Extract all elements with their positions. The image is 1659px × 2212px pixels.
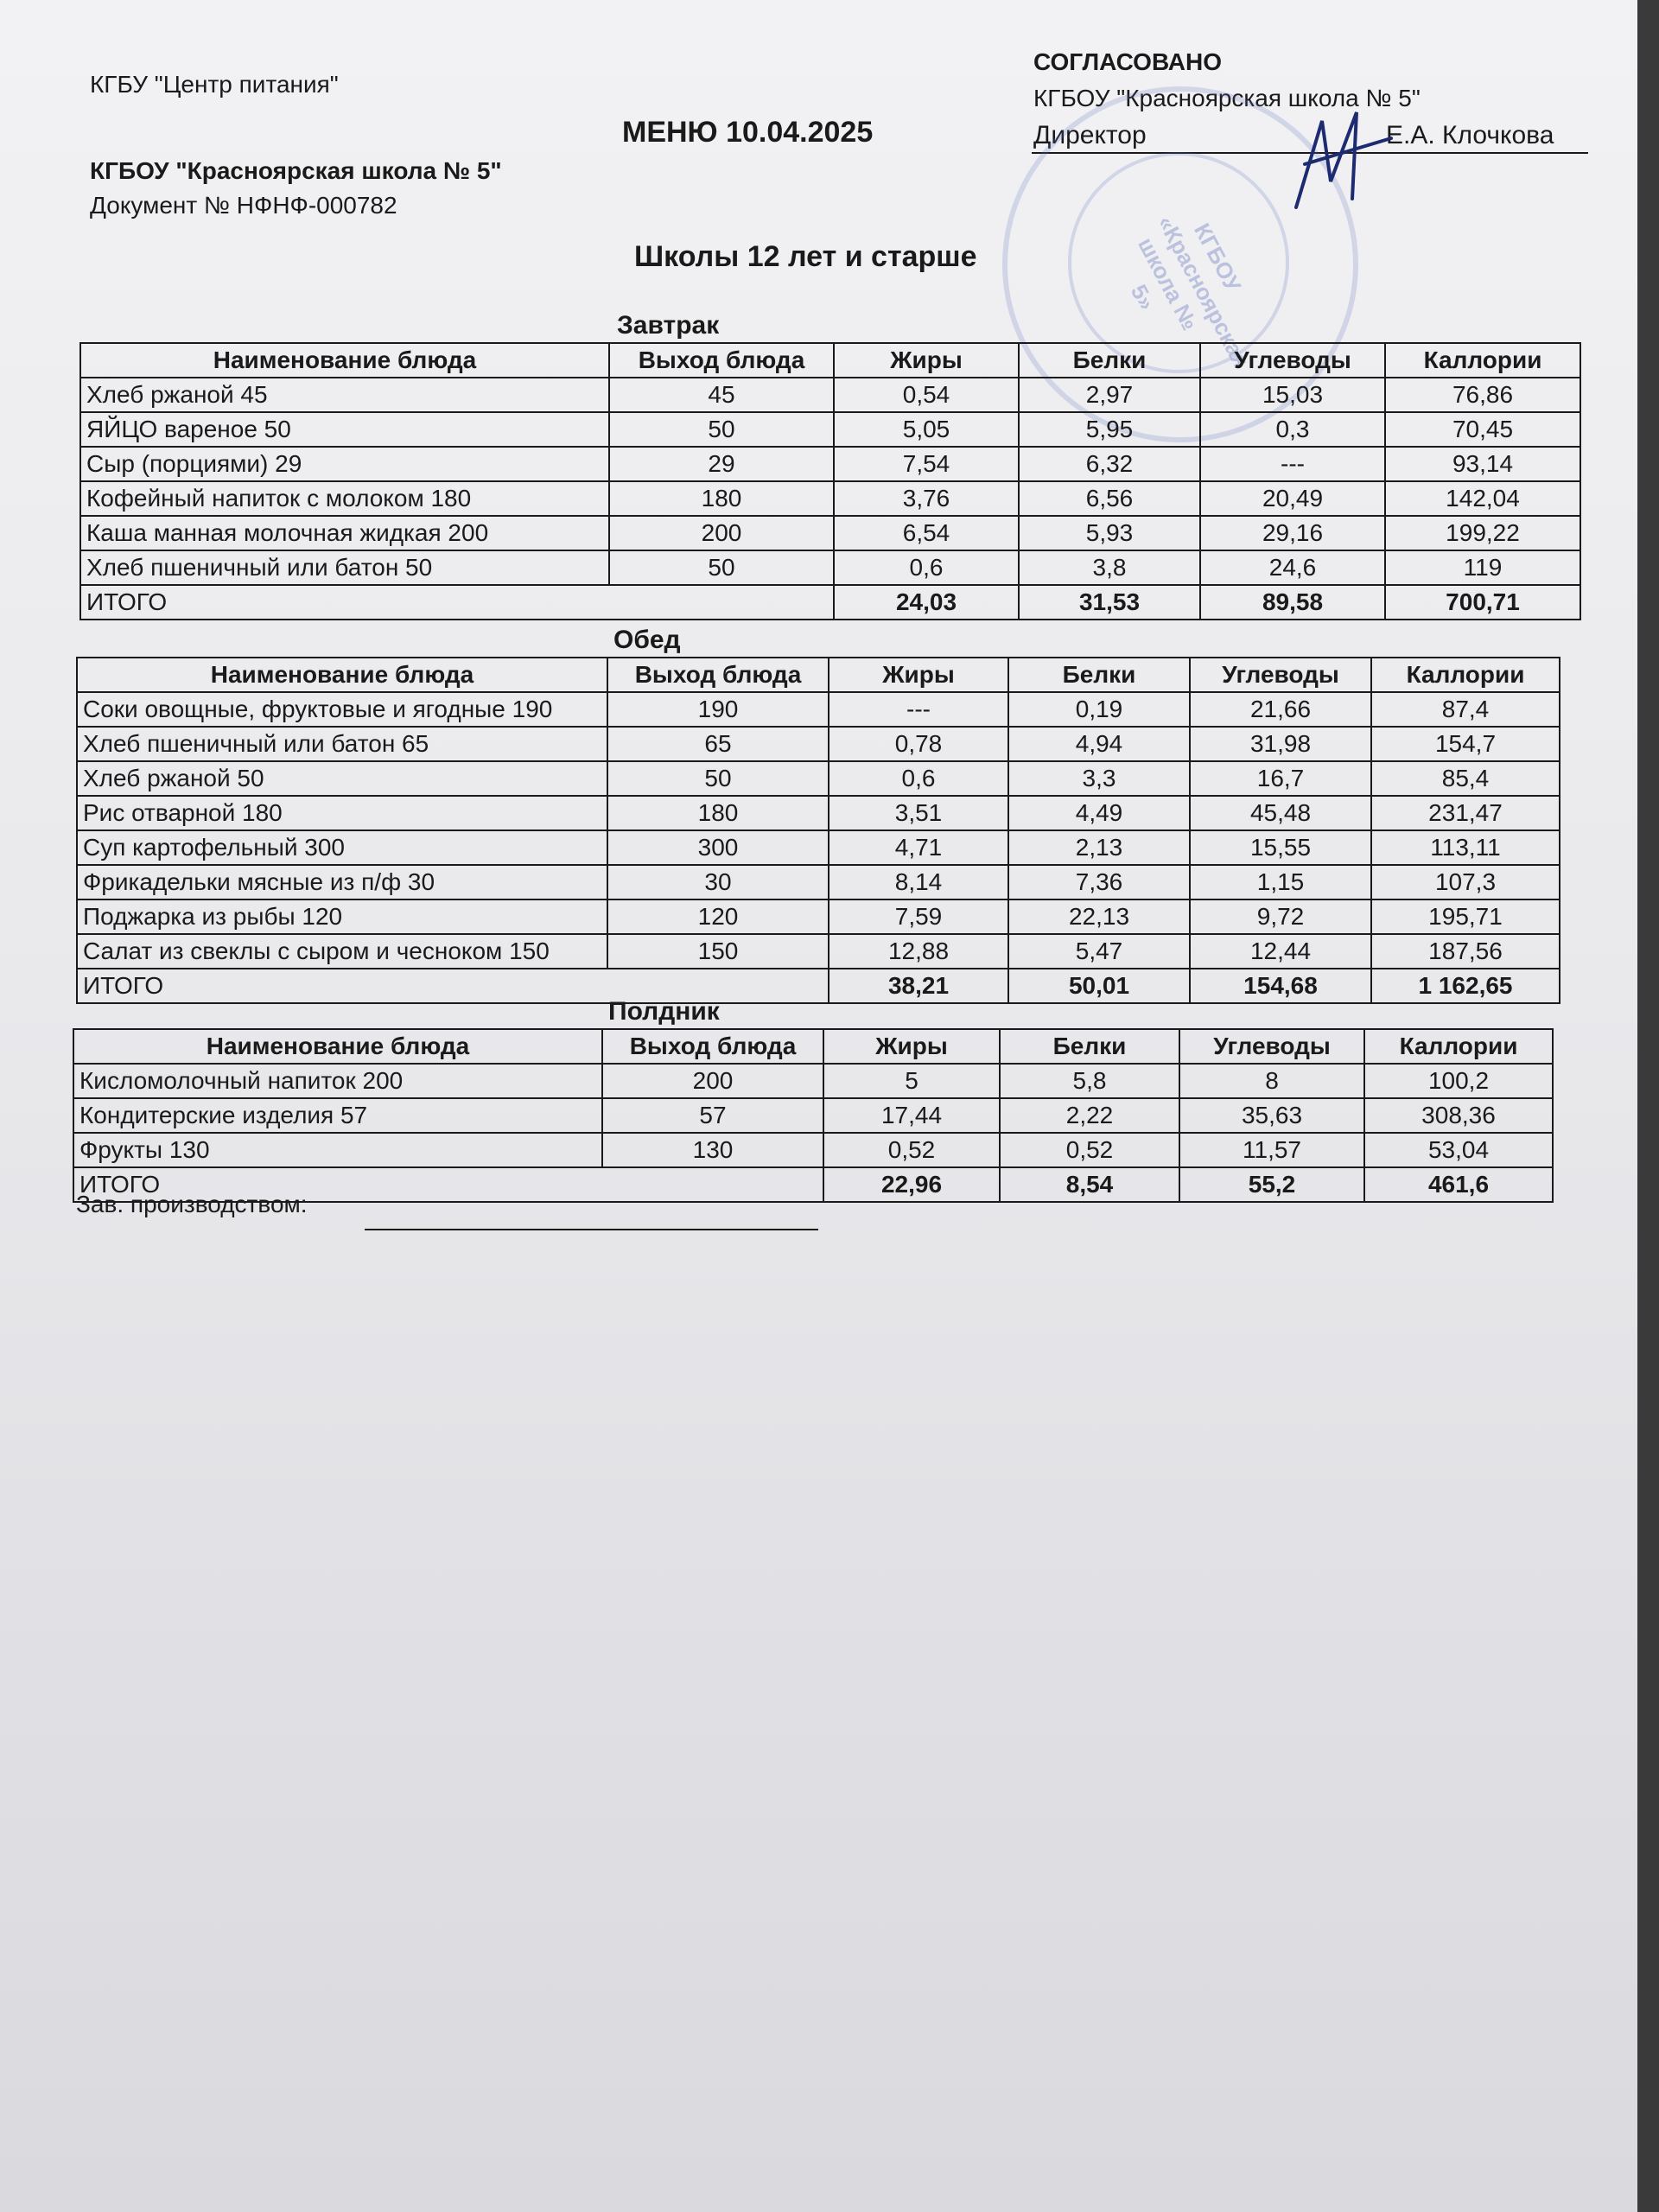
dish-name: Фрукты 130	[73, 1133, 602, 1167]
table-row	[80, 378, 1580, 412]
dish-fat: 8,14	[829, 865, 1008, 899]
dish-carbs: 20,49	[1200, 481, 1385, 516]
dish-fat: 6,54	[834, 516, 1019, 550]
table-row	[77, 761, 1560, 796]
dish-calories: 231,47	[1371, 796, 1560, 830]
snack-table	[73, 1028, 1554, 1203]
school-name: КГБОУ "Красноярская школа № 5"	[90, 157, 502, 184]
dish-name: Рис отварной 180	[77, 796, 607, 830]
dish-fat: 3,51	[829, 796, 1008, 830]
dish-carbs: 15,55	[1190, 830, 1371, 865]
table-row	[77, 727, 1560, 761]
dish-name: Хлеб ржаной 50	[77, 761, 607, 796]
table-row	[73, 1098, 1553, 1133]
dish-carbs: 0,3	[1200, 412, 1385, 447]
total-row	[77, 969, 1560, 1003]
dish-name: Хлеб пшеничный или батон 50	[80, 550, 609, 585]
column-header-carbs: Углеводы	[1190, 658, 1371, 692]
section-title-breakfast: Завтрак	[617, 311, 720, 340]
dish-carbs: 21,66	[1190, 692, 1371, 727]
dish-protein: 5,93	[1019, 516, 1200, 550]
dish-fat: 0,78	[829, 727, 1008, 761]
total-label: ИТОГО	[73, 1167, 823, 1202]
dish-name: Кофейный напиток с молоком 180	[80, 481, 609, 516]
dish-protein: 4,49	[1008, 796, 1190, 830]
dish-calories: 93,14	[1385, 447, 1580, 481]
dish-yield: 150	[607, 934, 829, 969]
dish-yield: 180	[609, 481, 834, 516]
table-row	[80, 412, 1580, 447]
section-title-snack: Полдник	[608, 997, 720, 1026]
director-signature	[1270, 104, 1400, 225]
dish-fat: 7,59	[829, 899, 1008, 934]
table-row	[77, 865, 1560, 899]
dish-protein: 2,97	[1019, 378, 1200, 412]
total-row	[80, 585, 1580, 620]
dish-calories: 85,4	[1371, 761, 1560, 796]
dish-fat: 17,44	[823, 1098, 1000, 1133]
dish-yield: 200	[602, 1064, 823, 1098]
table-row	[77, 934, 1560, 969]
total-fat: 22,96	[823, 1167, 1000, 1202]
column-header-yield: Выход блюда	[607, 658, 829, 692]
dish-protein: 5,95	[1019, 412, 1200, 447]
dish-protein: 6,56	[1019, 481, 1200, 516]
dish-protein: 4,94	[1008, 727, 1190, 761]
dish-fat: 0,6	[834, 550, 1019, 585]
dish-fat: 3,76	[834, 481, 1019, 516]
table-row	[73, 1133, 1553, 1167]
dish-calories: 107,3	[1371, 865, 1560, 899]
dish-protein: 7,36	[1008, 865, 1190, 899]
dish-yield: 50	[607, 761, 829, 796]
column-header-name: Наименование блюда	[73, 1029, 602, 1064]
dish-carbs: 24,6	[1200, 550, 1385, 585]
dish-protein: 0,19	[1008, 692, 1190, 727]
dish-name: Сыр (порциями) 29	[80, 447, 609, 481]
dish-yield: 50	[609, 412, 834, 447]
dish-yield: 120	[607, 899, 829, 934]
column-header-yield: Выход блюда	[602, 1029, 823, 1064]
dish-calories: 100,2	[1364, 1064, 1553, 1098]
total-carbs: 55,2	[1179, 1167, 1364, 1202]
document-number: Документ № НФНФ-000782	[90, 192, 397, 219]
dish-calories: 308,36	[1364, 1098, 1553, 1133]
dish-protein: 3,8	[1019, 550, 1200, 585]
dish-carbs: 8	[1179, 1064, 1364, 1098]
column-header-calories: Каллории	[1371, 658, 1560, 692]
total-carbs: 154,68	[1190, 969, 1371, 1003]
table-row	[77, 899, 1560, 934]
column-header-name: Наименование блюда	[80, 343, 609, 378]
table-row	[77, 796, 1560, 830]
footer-label: Зав. производством:	[76, 1191, 308, 1217]
approved-org: КГБОУ "Красноярская школа № 5"	[1033, 85, 1421, 111]
column-header-carbs: Углеводы	[1200, 343, 1385, 378]
dish-yield: 65	[607, 727, 829, 761]
column-header-fat: Жиры	[823, 1029, 1000, 1064]
table-row	[73, 1064, 1553, 1098]
dish-yield: 57	[602, 1098, 823, 1133]
dish-calories: 87,4	[1371, 692, 1560, 727]
dish-yield: 190	[607, 692, 829, 727]
table-row	[77, 692, 1560, 727]
dish-calories: 53,04	[1364, 1133, 1553, 1167]
section-title-lunch: Обед	[613, 626, 681, 654]
dish-carbs: 15,03	[1200, 378, 1385, 412]
column-header-protein: Белки	[1008, 658, 1190, 692]
dish-carbs: 35,63	[1179, 1098, 1364, 1133]
dish-name: Поджарка из рыбы 120	[77, 899, 607, 934]
dish-fat: 12,88	[829, 934, 1008, 969]
dish-yield: 200	[609, 516, 834, 550]
director-label: Директор	[1033, 121, 1147, 149]
dish-protein: 0,52	[1000, 1133, 1179, 1167]
dish-name: Каша манная молочная жидкая 200	[80, 516, 609, 550]
total-calories: 1 162,65	[1371, 969, 1560, 1003]
dish-fat: 5,05	[834, 412, 1019, 447]
dish-calories: 154,7	[1371, 727, 1560, 761]
dish-protein: 2,22	[1000, 1098, 1179, 1133]
dish-protein: 3,3	[1008, 761, 1190, 796]
dish-name: Соки овощные, фруктовые и ягодные 190	[77, 692, 607, 727]
dish-carbs: ---	[1200, 447, 1385, 481]
dish-name: ЯЙЦО вареное 50	[80, 412, 609, 447]
dish-calories: 70,45	[1385, 412, 1580, 447]
dish-name: Кондитерские изделия 57	[73, 1098, 602, 1133]
column-header-fat: Жиры	[834, 343, 1019, 378]
stamp-text: КГБОУ «Красноярская школа № 5»	[1126, 211, 1255, 372]
table-header-row	[80, 343, 1580, 378]
menu-title: МЕНЮ 10.04.2025	[622, 116, 874, 149]
director-name: Е.А. Клочкова	[1386, 121, 1554, 149]
dish-protein: 6,32	[1019, 447, 1200, 481]
dish-calories: 113,11	[1371, 830, 1560, 865]
dish-calories: 195,71	[1371, 899, 1560, 934]
footer-signature-line	[365, 1229, 818, 1230]
table-row	[80, 516, 1580, 550]
dish-carbs: 1,15	[1190, 865, 1371, 899]
dish-name: Хлеб пшеничный или батон 65	[77, 727, 607, 761]
column-header-protein: Белки	[1000, 1029, 1179, 1064]
dish-name: Суп картофельный 300	[77, 830, 607, 865]
dish-protein: 5,8	[1000, 1064, 1179, 1098]
dish-fat: 0,6	[829, 761, 1008, 796]
total-calories: 700,71	[1385, 585, 1580, 620]
dish-yield: 30	[607, 865, 829, 899]
dish-name: Салат из свеклы с сыром и чесноком 150	[77, 934, 607, 969]
dish-carbs: 16,7	[1190, 761, 1371, 796]
table-row	[80, 481, 1580, 516]
total-label: ИТОГО	[80, 585, 834, 620]
total-fat: 38,21	[829, 969, 1008, 1003]
column-header-protein: Белки	[1019, 343, 1200, 378]
column-header-carbs: Углеводы	[1179, 1029, 1364, 1064]
dish-calories: 76,86	[1385, 378, 1580, 412]
column-header-fat: Жиры	[829, 658, 1008, 692]
dish-carbs: 9,72	[1190, 899, 1371, 934]
dish-fat: 0,54	[834, 378, 1019, 412]
dish-calories: 119	[1385, 550, 1580, 585]
total-fat: 24,03	[834, 585, 1019, 620]
total-label: ИТОГО	[77, 969, 829, 1003]
dish-yield: 50	[609, 550, 834, 585]
dish-yield: 130	[602, 1133, 823, 1167]
dish-fat: 5	[823, 1064, 1000, 1098]
dish-carbs: 31,98	[1190, 727, 1371, 761]
dish-protein: 2,13	[1008, 830, 1190, 865]
dish-calories: 142,04	[1385, 481, 1580, 516]
table-header-row	[77, 658, 1560, 692]
dish-fat: 7,54	[834, 447, 1019, 481]
table-row	[80, 550, 1580, 585]
org-name: КГБУ "Центр питания"	[90, 71, 339, 98]
total-calories: 461,6	[1364, 1167, 1553, 1202]
audience-title: Школы 12 лет и старше	[634, 240, 977, 273]
dish-carbs: 45,48	[1190, 796, 1371, 830]
dish-carbs: 29,16	[1200, 516, 1385, 550]
lunch-table	[76, 657, 1560, 1004]
dish-carbs: 11,57	[1179, 1133, 1364, 1167]
column-header-calories: Каллории	[1385, 343, 1580, 378]
total-protein: 50,01	[1008, 969, 1190, 1003]
dish-fat: 4,71	[829, 830, 1008, 865]
dish-name: Хлеб ржаной 45	[80, 378, 609, 412]
dish-protein: 22,13	[1008, 899, 1190, 934]
approved-label: СОГЛАСОВАНО	[1033, 48, 1222, 75]
dish-yield: 45	[609, 378, 834, 412]
breakfast-table	[79, 342, 1581, 620]
table-header-row	[73, 1029, 1553, 1064]
total-protein: 31,53	[1019, 585, 1200, 620]
dish-name: Кисломолочный напиток 200	[73, 1064, 602, 1098]
dish-carbs: 12,44	[1190, 934, 1371, 969]
dish-yield: 180	[607, 796, 829, 830]
column-header-yield: Выход блюда	[609, 343, 834, 378]
dish-calories: 187,56	[1371, 934, 1560, 969]
total-carbs: 89,58	[1200, 585, 1385, 620]
dish-fat: ---	[829, 692, 1008, 727]
column-header-calories: Каллории	[1364, 1029, 1553, 1064]
table-row	[80, 447, 1580, 481]
dish-protein: 5,47	[1008, 934, 1190, 969]
dish-fat: 0,52	[823, 1133, 1000, 1167]
dish-yield: 300	[607, 830, 829, 865]
total-protein: 8,54	[1000, 1167, 1179, 1202]
dish-yield: 29	[609, 447, 834, 481]
table-row	[77, 830, 1560, 865]
column-header-name: Наименование блюда	[77, 658, 607, 692]
dish-name: Фрикадельки мясные из п/ф 30	[77, 865, 607, 899]
dish-calories: 199,22	[1385, 516, 1580, 550]
